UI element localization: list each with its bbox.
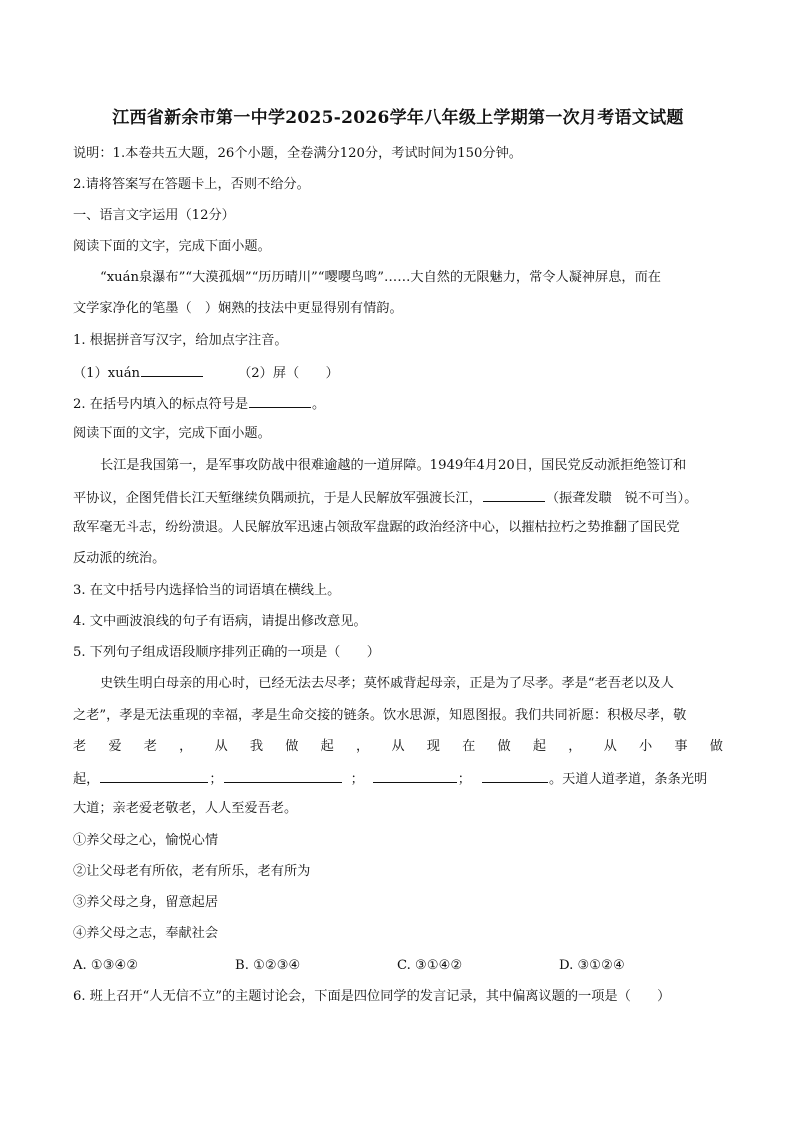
answer-blank[interactable] bbox=[224, 768, 342, 783]
q5-item-1: ①养父母之心，愉悦心情 bbox=[73, 833, 219, 848]
reading-prompt-2: 阅读下面的文字，完成下面小题。 bbox=[73, 426, 271, 441]
q5-passage-line3: 老 爱 老 ， 从 我 做 起 ， 从 现 在 做 起 ， 从 小 事 做 bbox=[73, 739, 723, 754]
question-1-stem: 1. 根据拼音写汉字，给加点字注音。 bbox=[73, 333, 288, 348]
note-line-2: 2.请将答案写在答题卡上，否则不给分。 bbox=[73, 177, 310, 192]
q5-passage-line5: 大道；亲老爱老敬老，人人至爱吾老。 bbox=[73, 801, 298, 816]
q5-item-4: ④养父母之志，奉献社会 bbox=[73, 926, 219, 941]
passage2-line1: 长江是我国第一，是军事攻防战中很难逾越的一道屏障。1949年4月20日，国民党反动派拒绝签订和 bbox=[100, 458, 687, 473]
q5-options bbox=[73, 956, 723, 976]
page-title: 江西省新余市第一中学2025-2026学年八年级上学期第一次月考语文试题 bbox=[112, 108, 684, 128]
reading-prompt-1: 阅读下面的文字，完成下面小题。 bbox=[73, 239, 271, 254]
answer-blank[interactable] bbox=[483, 487, 545, 502]
q5-item-3: ③养父母之身，留意起居 bbox=[73, 895, 219, 910]
q1-part1-label: （1）xuán bbox=[73, 366, 141, 381]
section-heading: 一、语言文字运用（12分） bbox=[73, 208, 235, 223]
q1-part2-label: （2）屏（ ） bbox=[238, 366, 339, 381]
q2-stem: 2. 在括号内填入的标点符号是 bbox=[73, 397, 249, 412]
q5-passage-line1: 史铁生明白母亲的用心时，已经无法去尽孝；莫怀戚背起母亲，正是为了尽孝。孝是“老吾老以及人 bbox=[100, 676, 674, 691]
answer-blank[interactable] bbox=[141, 362, 203, 377]
answer-blank[interactable] bbox=[249, 393, 311, 408]
answer-blank[interactable] bbox=[100, 768, 208, 783]
option-c[interactable]: C. ③①④② bbox=[397, 958, 463, 973]
passage2-line4: 反动派的统治。 bbox=[73, 551, 166, 566]
question-4: 4. 文中画波浪线的句子有语病，请提出修改意见。 bbox=[73, 614, 367, 629]
option-d[interactable]: D. ③①②④ bbox=[559, 958, 625, 973]
q5-item-2: ②让父母老有所依，老有所乐，老有所为 bbox=[73, 864, 311, 879]
question-2: 2. 在括号内填入的标点符号是 。 bbox=[73, 393, 723, 415]
question-1-parts bbox=[73, 362, 723, 384]
passage2-line2: 平协议，企图凭借长江天堑继续负隅顽抗，于是人民解放军强渡长江， （振聋发聩 锐不可当）。 bbox=[73, 487, 723, 509]
question-6-stem: 6. 班上召开“人无信不立”的主题讨论会，下面是四位同学的发言记录，其中偏离议题的一项是（ ） bbox=[73, 989, 671, 1004]
q5-passage-line4: 起， ； ； ； 。天道人道孝道，条条光明 bbox=[73, 768, 723, 790]
note-line-1: 说明：1.本卷共五大题，26个小题，全卷满分120分，考试时间为150分钟。 bbox=[73, 146, 522, 161]
passage1-line1: “xuán泉瀑布”“大漠孤烟”“历历晴川”“嘤嘤鸟鸣”……大自然的无限魅力，常令人凝神屏息，而在 bbox=[100, 270, 661, 285]
option-b[interactable]: B. ①②③④ bbox=[235, 958, 301, 973]
passage2-line3: 敌军毫无斗志，纷纷溃退。人民解放军迅速占领敌军盘踞的政治经济中心，以摧枯拉朽之势推翻了国民党 bbox=[73, 520, 680, 535]
answer-blank[interactable] bbox=[373, 768, 457, 783]
question-5-stem: 5. 下列句子组成语段顺序排列正确的一项是（ ） bbox=[73, 645, 380, 660]
question-3: 3. 在文中括号内选择恰当的词语填在横线上。 bbox=[73, 583, 341, 598]
option-a[interactable]: A. ①③④② bbox=[73, 958, 139, 973]
passage1-line2: 文学家净化的笔墨（ ）娴熟的技法中更显得别有情韵。 bbox=[73, 301, 403, 316]
q5-passage-line2: 之老”，孝是无法重现的幸福，孝是生命交接的链条。饮水思源，知恩图报。我们共同祈愿：积极尽孝，敬 bbox=[73, 708, 687, 723]
answer-blank[interactable] bbox=[482, 768, 548, 783]
